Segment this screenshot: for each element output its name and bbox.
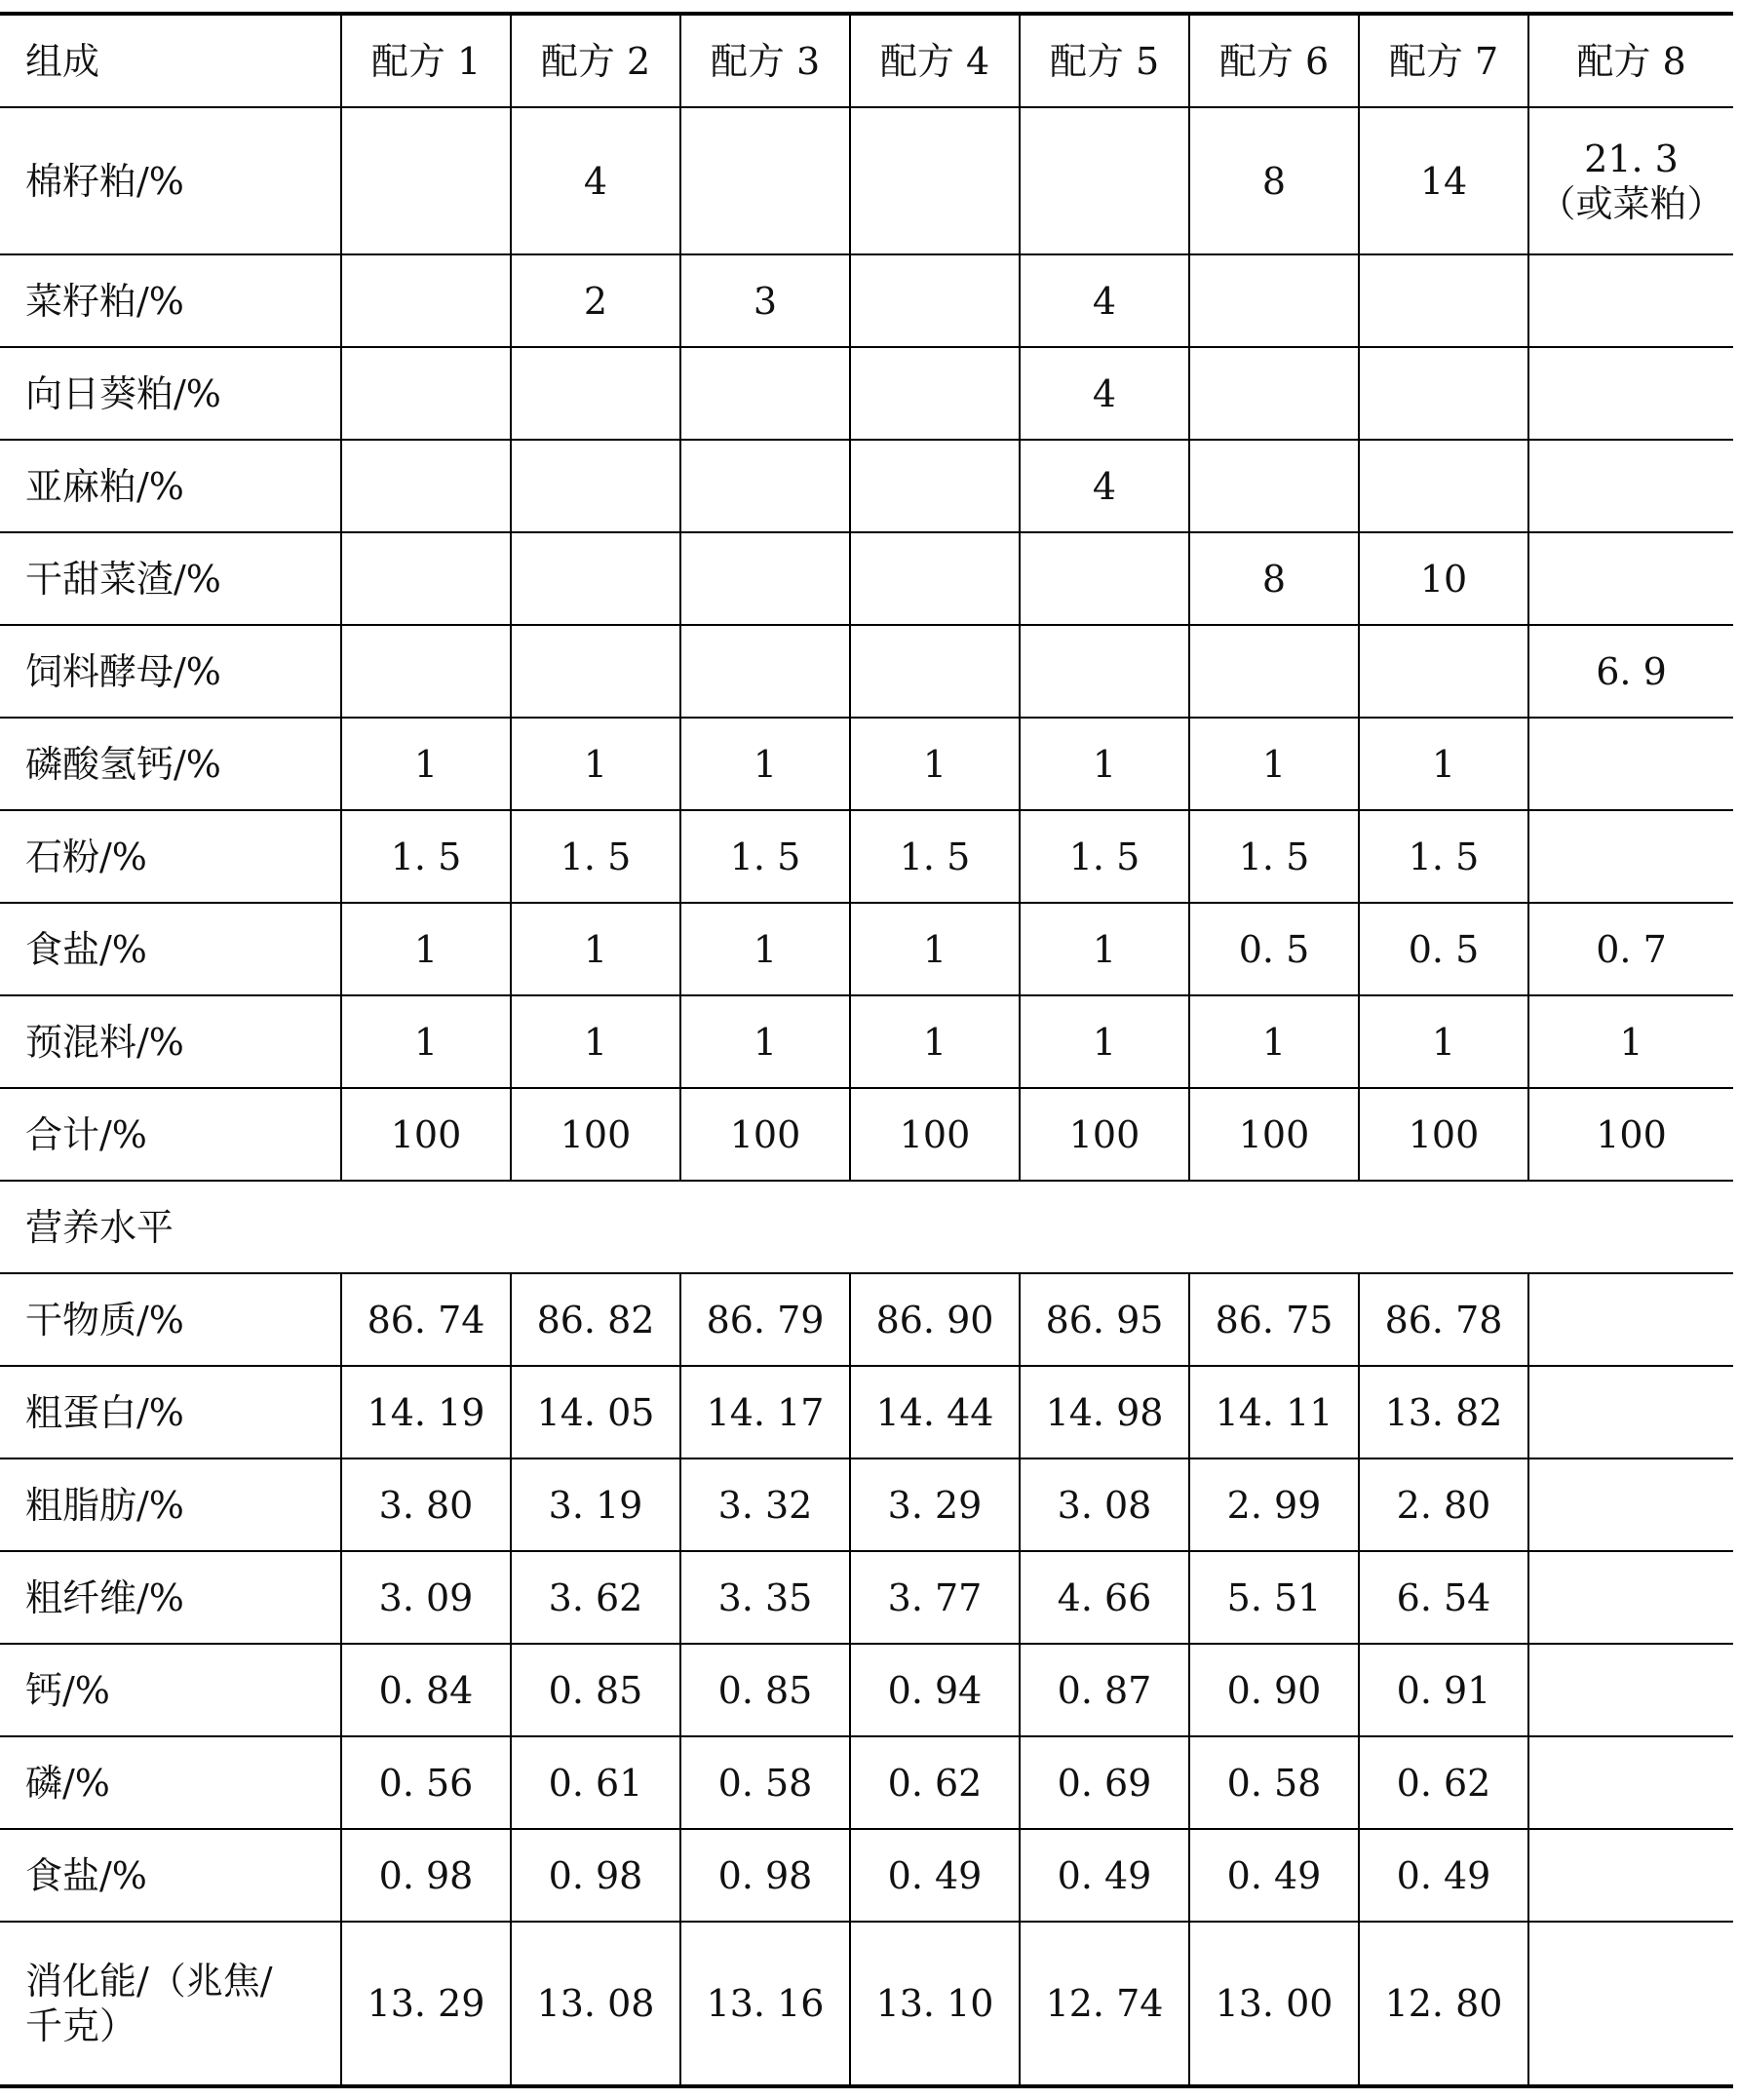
row-label: 向日葵粕/%: [0, 347, 341, 440]
header-row: [0, 14, 1733, 107]
section-label: 营养水平: [0, 1181, 1733, 1273]
table-cell: 4. 66: [1020, 1551, 1189, 1644]
table-cell: [1528, 718, 1733, 810]
table-row: [0, 1366, 1733, 1458]
table-cell: 13. 82: [1359, 1366, 1528, 1458]
table-cell: 1. 5: [341, 810, 511, 903]
table-cell: 0. 87: [1020, 1644, 1189, 1736]
table-cell: 14: [1359, 107, 1528, 254]
table-cell: 8: [1189, 532, 1359, 625]
table-cell: [341, 107, 511, 254]
table-cell: 4: [1020, 440, 1189, 532]
table-cell: [1528, 1458, 1733, 1551]
table-row: [0, 532, 1733, 625]
table-cell: 0. 49: [1189, 1829, 1359, 1922]
table-cell: 3. 32: [680, 1458, 850, 1551]
table-cell: 1: [850, 718, 1020, 810]
table-cell: 8: [1189, 107, 1359, 254]
table-cell: 3: [680, 254, 850, 347]
table-cell: 1. 5: [1189, 810, 1359, 903]
table-cell: 12. 80: [1359, 1922, 1528, 2086]
table-cell: 86. 79: [680, 1273, 850, 1366]
table-cell: 0. 98: [680, 1829, 850, 1922]
table-cell: [680, 625, 850, 718]
table-cell: 1. 5: [850, 810, 1020, 903]
table-cell: 0. 69: [1020, 1736, 1189, 1829]
table-cell: 14. 11: [1189, 1366, 1359, 1458]
table-cell: [1528, 254, 1733, 347]
table-cell: 86. 78: [1359, 1273, 1528, 1366]
table-cell: [1528, 1644, 1733, 1736]
table-cell: 1: [511, 718, 680, 810]
table-cell: 0. 7: [1528, 903, 1733, 995]
table-cell: [341, 625, 511, 718]
table-cell: [1189, 347, 1359, 440]
table-cell: [341, 440, 511, 532]
table-cell: [850, 440, 1020, 532]
table-cell: 13. 16: [680, 1922, 850, 2086]
table-cell: 3. 09: [341, 1551, 511, 1644]
row-label: 粗脂肪/%: [0, 1458, 341, 1551]
table-row: [0, 347, 1733, 440]
column-header: 配方 6: [1189, 14, 1359, 107]
table-row: [0, 1922, 1733, 2086]
table-cell: 0. 98: [341, 1829, 511, 1922]
row-label: 粗蛋白/%: [0, 1366, 341, 1458]
row-label: 磷酸氢钙/%: [0, 718, 341, 810]
table-cell: 100: [511, 1088, 680, 1181]
table-cell: 1: [511, 903, 680, 995]
column-header: 配方 2: [511, 14, 680, 107]
table-row: [0, 718, 1733, 810]
table-cell: 1. 5: [680, 810, 850, 903]
table-cell: 1: [341, 718, 511, 810]
column-header: 配方 4: [850, 14, 1020, 107]
column-header: 配方 3: [680, 14, 850, 107]
table-cell: [850, 107, 1020, 254]
table-row: [0, 1644, 1733, 1736]
table-cell: 0. 58: [1189, 1736, 1359, 1829]
table-row: [0, 625, 1733, 718]
table-cell: [680, 107, 850, 254]
table-cell: 14. 17: [680, 1366, 850, 1458]
table-row: [0, 254, 1733, 347]
table-cell: 0. 49: [1020, 1829, 1189, 1922]
column-header: 配方 8: [1528, 14, 1733, 107]
table-cell: [1020, 625, 1189, 718]
table-row: [0, 1829, 1733, 1922]
row-label: 合计/%: [0, 1088, 341, 1181]
table-cell: [1189, 625, 1359, 718]
table-cell: 0. 91: [1359, 1644, 1528, 1736]
table-cell: [850, 532, 1020, 625]
table-cell: 3. 08: [1020, 1458, 1189, 1551]
row-label: 亚麻粕/%: [0, 440, 341, 532]
table-cell: 1: [341, 903, 511, 995]
table-row: [0, 1736, 1733, 1829]
table-cell: [1528, 1922, 1733, 2086]
table-cell: 3. 19: [511, 1458, 680, 1551]
section-row: [0, 1181, 1733, 1273]
table-row: [0, 1088, 1733, 1181]
table-cell: 0. 90: [1189, 1644, 1359, 1736]
row-label: 磷/%: [0, 1736, 341, 1829]
column-header: 配方 1: [341, 14, 511, 107]
table-cell: [1020, 107, 1189, 254]
table-cell: 2. 80: [1359, 1458, 1528, 1551]
table-cell: 0. 94: [850, 1644, 1020, 1736]
table-cell: 86. 95: [1020, 1273, 1189, 1366]
table-cell: 1: [850, 995, 1020, 1088]
table-cell: 0. 5: [1359, 903, 1528, 995]
row-label: 食盐/%: [0, 903, 341, 995]
row-label: 棉籽粕/%: [0, 107, 341, 254]
table-cell: [850, 347, 1020, 440]
table-cell: [1359, 625, 1528, 718]
table-row: [0, 903, 1733, 995]
table-cell: [1528, 1736, 1733, 1829]
table-cell: [1528, 532, 1733, 625]
table-cell: 0. 61: [511, 1736, 680, 1829]
table-cell: 14. 19: [341, 1366, 511, 1458]
table-cell: 4: [511, 107, 680, 254]
table-cell: 6. 54: [1359, 1551, 1528, 1644]
table-cell: 0. 5: [1189, 903, 1359, 995]
table-cell: [1359, 254, 1528, 347]
table-cell: 100: [680, 1088, 850, 1181]
table-row: [0, 440, 1733, 532]
table-cell: 14. 98: [1020, 1366, 1189, 1458]
table-cell: 1: [1020, 718, 1189, 810]
column-header: 配方 5: [1020, 14, 1189, 107]
table-cell: [341, 254, 511, 347]
table-cell: 100: [1528, 1088, 1733, 1181]
table-cell: [1528, 1551, 1733, 1644]
table-cell: 6. 9: [1528, 625, 1733, 718]
table-cell: [1528, 1273, 1733, 1366]
table-cell: 2. 99: [1189, 1458, 1359, 1551]
table-cell: 4: [1020, 347, 1189, 440]
row-label: 石粉/%: [0, 810, 341, 903]
table-cell: [511, 625, 680, 718]
row-label: 饲料酵母/%: [0, 625, 341, 718]
column-header: 配方 7: [1359, 14, 1528, 107]
table-cell: [1189, 440, 1359, 532]
table-row: [0, 995, 1733, 1088]
table-cell: 1: [1359, 995, 1528, 1088]
table-cell: 1: [511, 995, 680, 1088]
table-cell: 2: [511, 254, 680, 347]
table-cell: 0. 56: [341, 1736, 511, 1829]
table-cell: 1: [1189, 995, 1359, 1088]
table-cell: 0. 49: [850, 1829, 1020, 1922]
table-cell: 100: [1189, 1088, 1359, 1181]
table-row: [0, 1273, 1733, 1366]
table-cell: 13. 29: [341, 1922, 511, 2086]
table-cell: 0. 49: [1359, 1829, 1528, 1922]
column-header: 组成: [0, 14, 341, 107]
row-label: 食盐/%: [0, 1829, 341, 1922]
table-cell: 13. 08: [511, 1922, 680, 2086]
table-body: [0, 107, 1733, 2086]
table-cell: 3. 35: [680, 1551, 850, 1644]
table-cell: 86. 90: [850, 1273, 1020, 1366]
table-cell: 3. 80: [341, 1458, 511, 1551]
table-cell: 3. 29: [850, 1458, 1020, 1551]
table-cell: 1: [341, 995, 511, 1088]
table-cell: [1528, 1366, 1733, 1458]
table-cell: 1: [680, 995, 850, 1088]
table-cell: [680, 532, 850, 625]
table-cell: 1. 5: [1020, 810, 1189, 903]
table-cell: [341, 347, 511, 440]
table-row: [0, 1458, 1733, 1551]
table-cell: 1: [1020, 903, 1189, 995]
table-cell: 1: [680, 903, 850, 995]
table-cell: 1: [1359, 718, 1528, 810]
table-cell: 1. 5: [1359, 810, 1528, 903]
table-cell: [1189, 254, 1359, 347]
row-label: 预混料/%: [0, 995, 341, 1088]
row-label: 钙/%: [0, 1644, 341, 1736]
table-cell: [1528, 440, 1733, 532]
table-cell: 100: [850, 1088, 1020, 1181]
table-cell: [850, 625, 1020, 718]
table-cell: 14. 44: [850, 1366, 1020, 1458]
table-cell: 3. 77: [850, 1551, 1020, 1644]
table-cell: 86. 74: [341, 1273, 511, 1366]
table-cell: 0. 58: [680, 1736, 850, 1829]
row-label: 消化能/（兆焦/ 千克）: [0, 1922, 341, 2086]
feed-formula-table: [0, 12, 1733, 2088]
table-cell: 0. 85: [680, 1644, 850, 1736]
table-row: [0, 107, 1733, 254]
table-cell: 13. 00: [1189, 1922, 1359, 2086]
table-cell: [1528, 810, 1733, 903]
table-cell: 100: [341, 1088, 511, 1181]
table-cell: 5. 51: [1189, 1551, 1359, 1644]
table-cell: 100: [1020, 1088, 1189, 1181]
row-label: 干甜菜渣/%: [0, 532, 341, 625]
table-cell: 86. 82: [511, 1273, 680, 1366]
table-cell: 14. 05: [511, 1366, 680, 1458]
table-row: [0, 1551, 1733, 1644]
row-label: 粗纤维/%: [0, 1551, 341, 1644]
table-cell: [680, 440, 850, 532]
table-cell: 10: [1359, 532, 1528, 625]
table-cell: 12. 74: [1020, 1922, 1189, 2086]
table-row: [0, 810, 1733, 903]
table-cell: 1: [1528, 995, 1733, 1088]
table-cell: 0. 62: [1359, 1736, 1528, 1829]
table-cell: [1528, 1829, 1733, 1922]
table-cell: 0. 85: [511, 1644, 680, 1736]
table-cell: 1: [680, 718, 850, 810]
table-cell: 1: [1189, 718, 1359, 810]
table-cell: 21. 3 （或菜粕）: [1528, 107, 1733, 254]
table-cell: 100: [1359, 1088, 1528, 1181]
table-cell: [1359, 347, 1528, 440]
table-cell: 4: [1020, 254, 1189, 347]
table-cell: [680, 347, 850, 440]
table-cell: [511, 440, 680, 532]
table-cell: 1: [1020, 995, 1189, 1088]
table-cell: 1. 5: [511, 810, 680, 903]
table-cell: 0. 62: [850, 1736, 1020, 1829]
table-cell: 0. 98: [511, 1829, 680, 1922]
table-cell: 13. 10: [850, 1922, 1020, 2086]
table-cell: [511, 347, 680, 440]
row-label: 干物质/%: [0, 1273, 341, 1366]
table-cell: 86. 75: [1189, 1273, 1359, 1366]
table-cell: 0. 84: [341, 1644, 511, 1736]
table-cell: [1020, 532, 1189, 625]
table-cell: [1359, 440, 1528, 532]
row-label: 菜籽粕/%: [0, 254, 341, 347]
table-cell: [850, 254, 1020, 347]
table-cell: 3. 62: [511, 1551, 680, 1644]
table-cell: [1528, 347, 1733, 440]
table-cell: 1: [850, 903, 1020, 995]
table-cell: [511, 532, 680, 625]
table-cell: [341, 532, 511, 625]
